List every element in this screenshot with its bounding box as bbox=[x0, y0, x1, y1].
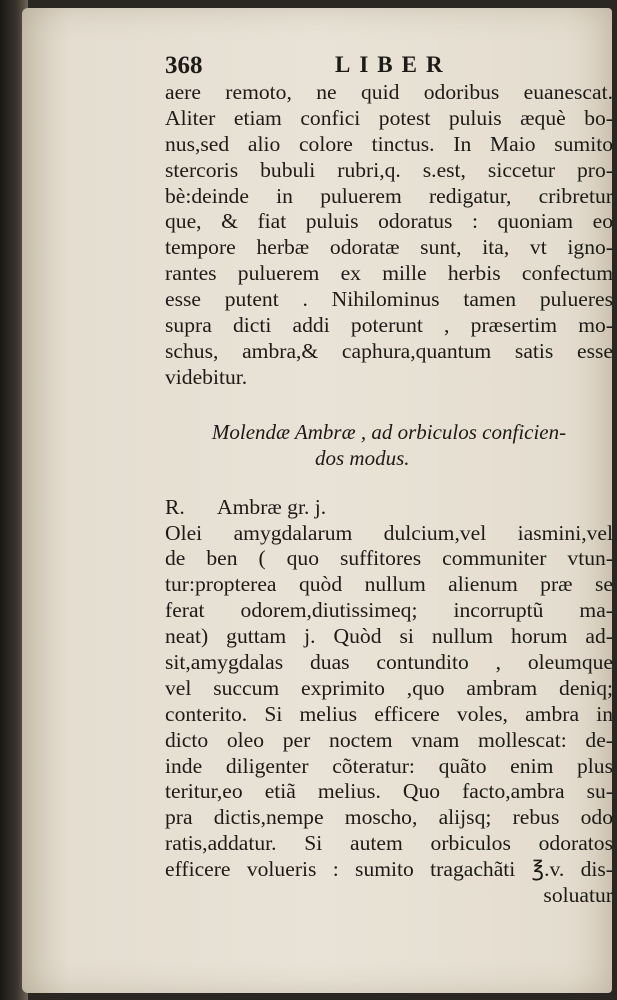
text-line: ferat odorem,diutissimeq; incorruptũ ma- bbox=[165, 598, 613, 623]
text-line: sit,amygdalas duas contundito , oleumque bbox=[165, 650, 613, 675]
catchword: soluatur bbox=[543, 883, 613, 908]
text-line: pra dictis,nempe moscho, alijsq; rebus odo bbox=[165, 805, 613, 830]
recipe-mark: R. bbox=[165, 494, 185, 519]
text-line: inde diligenter cõteratur: quãto enim plus bbox=[165, 753, 613, 778]
heading-line-2: dos modus. bbox=[315, 445, 410, 470]
text-line: schus, ambra,& caphura,quantum satis esse bbox=[165, 338, 613, 363]
text-line: nus,sed alio colore tinctus. In Maio sumito bbox=[165, 131, 613, 156]
book-page bbox=[22, 8, 612, 993]
text-line: ratis,addatur. Si autem orbiculos odoratos bbox=[165, 831, 613, 856]
page-number: 368 bbox=[165, 52, 203, 79]
paragraph-1 bbox=[165, 80, 613, 391]
text-line: que, & fiat puluis odoratus : quoniam eo bbox=[165, 209, 613, 234]
text-line: conterito. Si melius efficere voles, ambra in bbox=[165, 701, 613, 726]
text-line: videbitur. bbox=[165, 364, 248, 389]
text-line: supra dicti addi poterunt , præsertim mo- bbox=[165, 313, 613, 338]
text-line: neat) guttam j. Quòd si nullum horum ad- bbox=[165, 624, 613, 649]
text-line: vel succum exprimito ,quo ambram deniq; bbox=[165, 675, 613, 700]
running-head: LIBER bbox=[335, 52, 452, 77]
paragraph-2 bbox=[165, 521, 613, 909]
text-line: Olei amygdalarum dulcium,vel iasmini,vel bbox=[165, 520, 613, 545]
text-line: dicto oleo per noctem vnam mollescat: de- bbox=[165, 727, 613, 752]
section-heading bbox=[165, 419, 613, 471]
text-line: efficere volueris : sumito tragachãti ℥.v. dis- bbox=[165, 857, 613, 882]
text-block bbox=[165, 50, 613, 909]
text-line: teritur,eo etiã melius. Quo facto,ambra su- bbox=[165, 779, 613, 804]
recipe-text: Ambræ gr. j. bbox=[217, 494, 327, 519]
recipe-line bbox=[165, 495, 613, 521]
text-line: esse putent . Nihilominus tamen pulueres bbox=[165, 287, 613, 312]
text-line: rantes puluerem ex mille herbis confectum bbox=[165, 261, 613, 286]
text-line: stercoris bubuli rubri,q. s.est, siccetur pro- bbox=[165, 157, 613, 182]
heading-line-1: Molendæ Ambræ , ad orbiculos conficien- bbox=[211, 419, 567, 444]
text-line: de ben ( quo suffitores communiter vtun- bbox=[165, 546, 613, 571]
page-header bbox=[165, 50, 613, 80]
text-line: tempore herbæ odoratæ sunt, ita, vt igno- bbox=[165, 235, 613, 260]
text-line: aere remoto, ne quid odoribus euanescat. bbox=[165, 80, 613, 104]
text-line: Aliter etiam confici potest puluis æquè bo- bbox=[165, 105, 613, 130]
text-line: bè:deinde in puluerem redigatur, cribretur bbox=[165, 183, 613, 208]
text-line: tur:propterea quòd nullum alienum præ se bbox=[165, 572, 613, 597]
